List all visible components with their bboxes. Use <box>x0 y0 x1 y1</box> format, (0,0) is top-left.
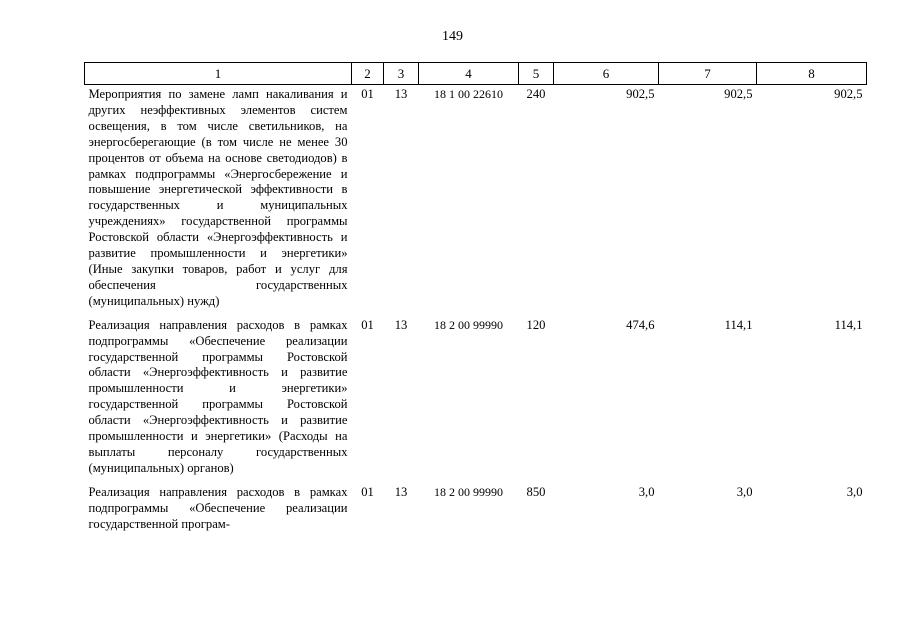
row-expense-type: 120 <box>526 317 546 332</box>
table-row <box>85 483 867 539</box>
row-section: 01 <box>361 87 374 101</box>
header-col-4: 4 <box>419 63 519 85</box>
page-number: 149 <box>442 29 463 44</box>
header-col-2: 2 <box>352 63 384 85</box>
row-target-code: 18 1 00 22610 <box>434 87 503 101</box>
row-target-code: 18 2 00 99990 <box>434 317 503 332</box>
row-amount-col8: 3,0 <box>846 484 863 499</box>
row-expense-type: 240 <box>526 87 546 101</box>
row-expense-type: 850 <box>526 484 546 499</box>
header-col-5: 5 <box>519 63 554 85</box>
header-col-7: 7 <box>659 63 757 85</box>
row-amount-col8: 114,1 <box>834 317 863 332</box>
row-description: Мероприятия по замене ламп накаливания и других неэффективных элементов систем освещения, в том числе светильников, на энергосберегающие (в том числе не менее 30 процентов от объема на основе светодиодов) в рамках подпрограммы «Энергосбережение и повышение энергетической эффективности в государственных и муниципальных учреждениях» государственной программы Ростовской области «Энергоэффективность и развитие промышленности и энергетики» (Иные закупки товаров, работ и услуг для обеспечения государственных (муниципальных) нужд) <box>88 87 348 308</box>
row-section: 01 <box>361 317 374 332</box>
row-amount-col7: 3,0 <box>736 484 753 499</box>
row-subsection: 13 <box>394 87 408 101</box>
header-row <box>85 63 867 85</box>
row-description: Реализация направления расходов в рамках подпрограммы «Обеспечение реализации государственной программы Ростовской области «Энергоэффективность и развитие промышленности и энергетики» государственной программы Ростовской области «Энергоэффективность и развитие промышленности и энергетики» (Расходы на выплаты персоналу государственных (муниципальных) органов) <box>88 317 348 475</box>
row-amount-col8: 902,5 <box>834 87 863 101</box>
table-row <box>85 85 867 316</box>
row-amount-col7: 114,1 <box>724 317 753 332</box>
row-amount-col6: 474,6 <box>626 317 655 332</box>
header-col-8: 8 <box>757 63 867 85</box>
row-amount-col6: 3,0 <box>638 484 655 499</box>
row-section: 01 <box>361 484 374 499</box>
row-amount-col6: 902,5 <box>626 87 655 101</box>
budget-table <box>84 62 867 538</box>
header-col-3: 3 <box>384 63 419 85</box>
row-target-code: 18 2 00 99990 <box>434 484 503 499</box>
row-subsection: 13 <box>394 317 408 332</box>
row-description: Реализация направления расходов в рамках подпрограммы «Обеспечение реализации государственной програм- <box>88 484 348 531</box>
header-col-1: 1 <box>85 63 352 85</box>
table-row <box>85 316 867 483</box>
header-col-6: 6 <box>554 63 659 85</box>
row-subsection: 13 <box>394 484 408 499</box>
row-amount-col7: 902,5 <box>724 87 753 101</box>
